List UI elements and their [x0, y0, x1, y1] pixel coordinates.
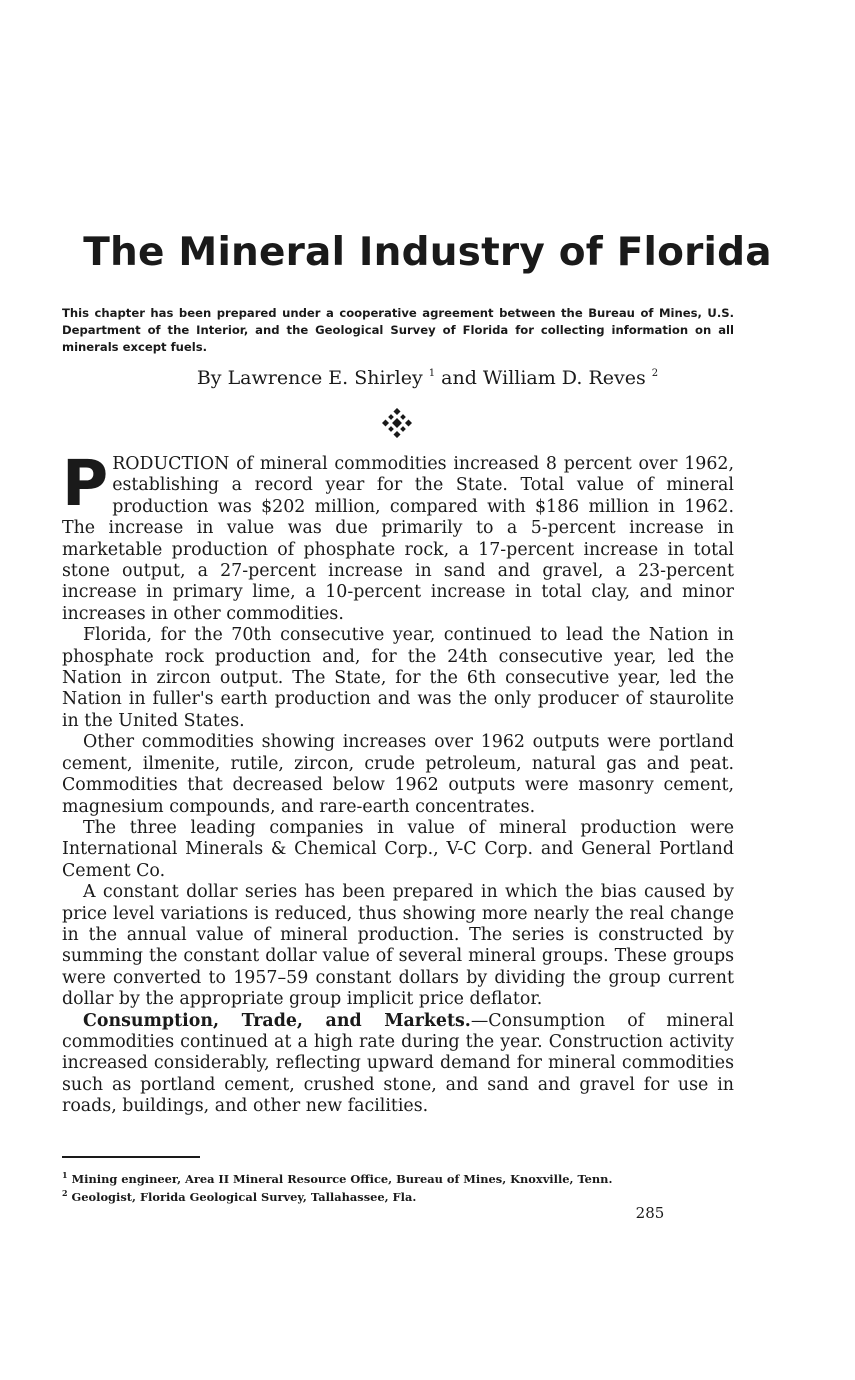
paragraph-1 [62, 447, 734, 625]
author-byline [62, 367, 793, 389]
footnote-ref-1[interactable]: 1 [428, 367, 436, 379]
footnotes [62, 1168, 734, 1204]
footnote-1 [62, 1168, 734, 1186]
paragraph-3: Other commodities showing increases over 1962 outputs were portland cement, ilmenite, rutile, zircon, crude petroleum, natural gas and peat. Commodities that decreased below 1962 outputs were masonry cement, magnesium compounds, and rare-earth concentrates. [62, 732, 734, 817]
footnote-1-text: Mining engineer, Area II Mineral Resource Office, Bureau of Mines, Knoxville, Tenn. [71, 1171, 613, 1186]
paragraph-5: A constant dollar series has been prepared in which the bias caused by price level variations is reduced, thus showing more nearly the real change in the annual value of mineral production. The series is constructed by summing the constant dollar value of several mineral groups. These groups were converted to 1957–59 constant dollars by dividing the group current dollar by the appropriate group implicit price deflator. [62, 882, 734, 1010]
cooperative-agreement-note: This chapter has been prepared under a cooperative agreement between the Bureau of Mines, U.S. Department of the Interior, and the Geological Survey of Florida for collecting information on all minerals except fuels. [62, 306, 734, 354]
paragraph-6-text: —Consumption of mineral commodities continued at a high rate during the year. Construction activity increased considerably, reflecting upward demand for mineral commodities such as portland cement, crushed stone, and sand and gravel for use in roads, buildings, and other new facilities. [62, 1010, 734, 1117]
page-title: The Mineral Industry of Florida [83, 230, 772, 275]
byline-first-author: By Lawrence E. Shirley [196, 367, 423, 389]
drop-cap: P [62, 447, 109, 520]
article-body [62, 447, 734, 1118]
footnote-divider [62, 1156, 200, 1158]
footnote-2 [62, 1186, 734, 1204]
section-heading-consumption: Consumption, Trade, and Markets. [83, 1010, 471, 1031]
footnote-2-mark: 2 [62, 1187, 68, 1198]
page-number: 285 [635, 1204, 665, 1222]
byline-second-author: and William D. Reves [441, 367, 646, 389]
paragraph-4: The three leading companies in value of mineral production were International Minerals & Chemical Corp., V-C Corp. and General Portland Cement Co. [62, 817, 734, 881]
footnote-ref-2[interactable]: 2 [651, 367, 659, 379]
footnote-2-text: Geologist, Florida Geological Survey, Tallahassee, Fla. [71, 1189, 417, 1204]
paragraph-1-text: RODUCTION of mineral commodities increased 8 percent over 1962, establishing a record year for the State. Total value of mineral production was $202 million, compared with $186 million in 1962. The increase in value was due primarily to a 5-percent increase in marketable production of phosphate rock, a 17-percent increase in total stone output, a 27-percent increase in sand and gravel, a 23-percent increase in primary lime, a 10-percent increase in total clay, and minor increases in other commodities. [62, 454, 734, 624]
diamond-ornament-icon [382, 408, 412, 438]
footnote-1-mark: 1 [62, 1170, 68, 1180]
paragraph-2: Florida, for the 70th consecutive year, continued to lead the Nation in phosphate rock production and, for the 24th consecutive year, led the Nation in zircon output. The State, for the 6th consecutive year, led the Nation in fuller's earth production and was the only producer of staurolite in the United States. [62, 625, 734, 731]
paragraph-6 [62, 1011, 734, 1118]
